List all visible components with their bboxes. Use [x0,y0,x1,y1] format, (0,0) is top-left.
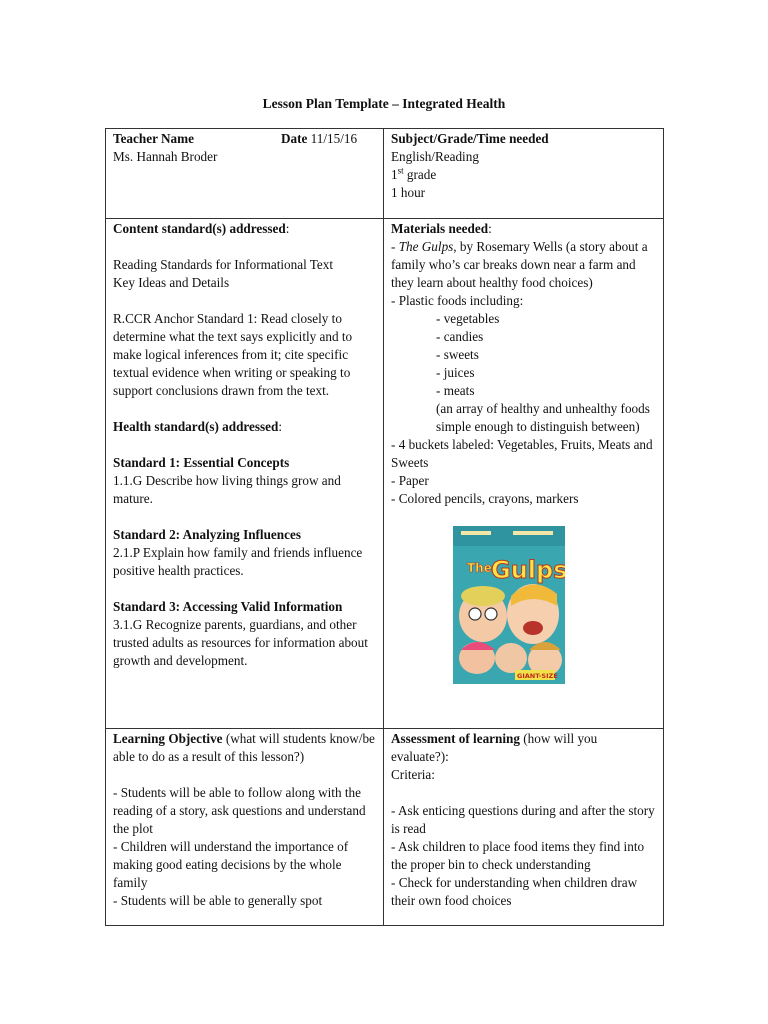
learning-objective-label: Learning Objective [113,731,223,746]
table-row [106,729,664,926]
standard-2-heading: Standard 2: Analyzing Influences [113,527,301,542]
paper-item: - Paper [391,473,429,488]
book-entry [391,238,657,292]
assessment-cell [384,729,664,926]
subject-cell [384,129,664,219]
plastic-foods-item: - Plastic foods including: [391,293,524,308]
anchor-standard-text: R.CCR Anchor Standard 1: Read closely to determine what the text says explicitly and to make logical inferences from it; cite specific textual evidence when writing or speaking to support conclusions drawn from the text. [113,311,353,398]
label-colon: : [285,221,290,236]
food-list [391,310,657,436]
standard-3-text: 3.1.G Recognize parents, guardians, and other trusted adults as resources for information about growth and development. [113,617,368,668]
materials-label: Materials needed [391,221,489,236]
standard-1-text: 1.1.G Describe how living things grow and mature. [113,473,341,506]
learning-objective-prompt: (what will students know/be able to do as a result of this lesson?) [113,731,375,764]
list-item: - sweets [436,347,479,362]
grade-number: 1 [391,167,398,182]
content-standards-label: Content standard(s) addressed [113,221,286,236]
health-standards-label: Health standard(s) addressed [113,419,279,434]
teacher-name: Ms. Hannah Broder [113,149,218,164]
standard-2-text: 2.1.P Explain how family and friends influence positive health practices. [113,545,363,578]
list-item: - Students will be able to generally spot [113,893,323,908]
materials-cell [384,219,664,729]
document-title: Lesson Plan Template – Integrated Health [262,96,506,111]
label-colon: : [488,221,492,236]
cover-title-prefix: The [467,561,492,575]
grade-value [391,166,657,184]
learning-objective-cell [106,729,384,926]
cover-badge: GIANT-SIZE [517,672,558,680]
list-item: - Ask enticing questions during and after the story is read [391,803,655,836]
list-dash: - [391,239,399,254]
teacher-name-label: Teacher Name [113,131,194,146]
time-value: 1 hour [391,185,426,200]
grade-suffix: st [397,165,404,176]
assessment-label: Assessment of learning [391,731,520,746]
buckets-item: - 4 buckets labeled: Vegetables, Fruits, Meats and Sweets [391,437,653,470]
table-row [106,129,664,219]
subject-label: Subject/Grade/Time needed [391,131,549,146]
teacher-header [113,130,377,148]
list-item: - candies [436,329,484,344]
date-value: 11/15/16 [310,131,358,146]
lesson-plan-table [105,128,664,926]
table-row [106,219,664,729]
food-array-note: (an array of healthy and unhealthy foods simple enough to distinguish between) [436,401,650,434]
date-label: Date [281,131,308,146]
list-item: - juices [436,365,475,380]
book-description: , by Rosemary Wells (a story about a family who’s car breaks down near a farm and they learn about healthy food choices) [391,239,648,290]
standard-1-heading: Standard 1: Essential Concepts [113,455,290,470]
list-item: - vegetables [436,311,500,326]
teacher-cell [106,129,384,219]
standard-3-heading: Standard 3: Accessing Valid Information [113,599,343,614]
list-item: - Check for understanding when children draw their own food choices [391,875,638,908]
list-item: - Students will be able to follow along with the reading of a story, ask questions and understand the plot [113,785,366,836]
book-title: The Gulps [398,239,454,254]
pencils-item: - Colored pencils, crayons, markers [391,491,579,506]
reading-standards-subheading: Key Ideas and Details [113,275,230,290]
label-colon: : [278,419,283,434]
list-item: - Ask children to place food items they find into the proper bin to check understanding [391,839,645,872]
reading-standards-heading: Reading Standards for Informational Text [113,257,334,272]
book-cover-image [453,526,565,684]
list-item: - Children will understand the importance of making good eating decisions by the whole family [113,839,349,890]
list-item: - meats [436,383,475,398]
content-standards-cell [106,219,384,729]
criteria-label: Criteria: [391,767,435,782]
grade-text: grade [403,167,437,182]
subject-value: English/Reading [391,149,479,164]
cover-title: Gulps [491,556,565,584]
assessment-prompt: (how will you evaluate?): [391,731,598,764]
